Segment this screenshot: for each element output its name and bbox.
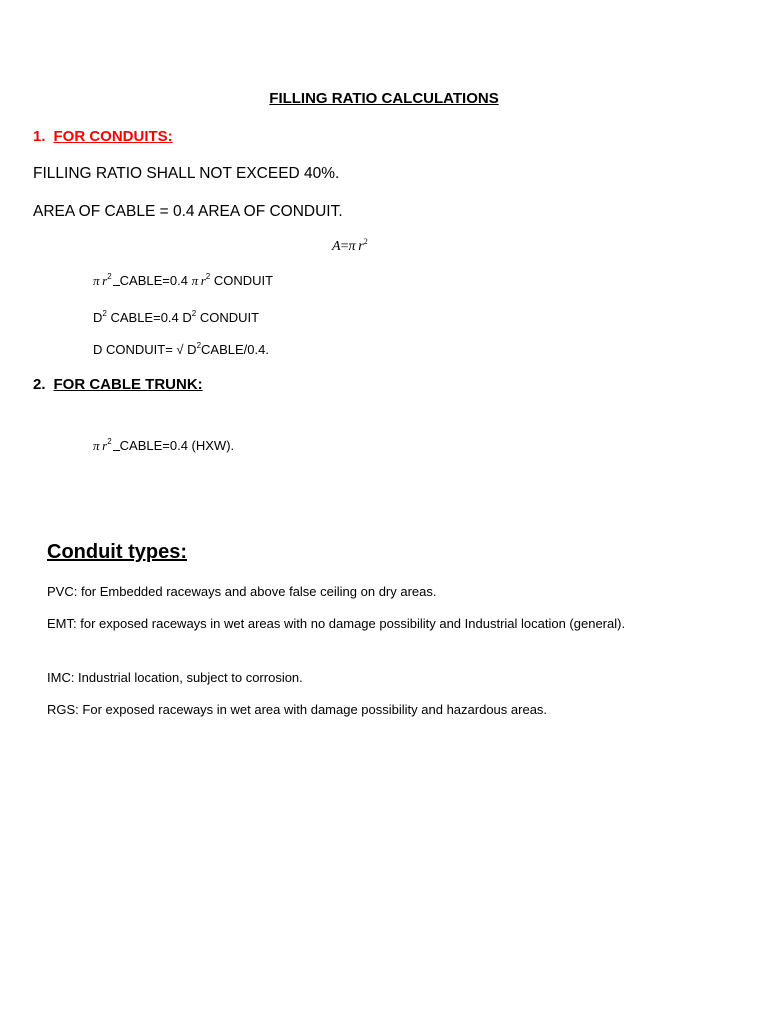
section-2-title: FOR CABLE TRUNK: [53, 376, 203, 393]
conduit-type-imc: IMC: Industrial location, subject to corrosion. [47, 670, 303, 685]
section-1-number: 1. [33, 128, 46, 145]
section-1-heading [33, 128, 173, 145]
area-formula: A=π $r^2$ [332, 237, 368, 254]
area-of-cable-line: AREA OF CABLE = 0.4 AREA OF CONDUIT. [33, 203, 343, 220]
section-2-number: 2. [33, 376, 46, 393]
equation-cable-trunk: π $r^2$ CABLE=0.4 (HXW). [93, 437, 235, 453]
section-1-title: FOR CONDUITS: [53, 128, 173, 145]
conduit-type-emt: EMT: for exposed raceways in wet areas with no damage possibility and Industrial location (general). [47, 616, 626, 631]
equation-cable-conduit-area: π $r^2$ CABLE=0.4 π $r^2$ CONDUIT [93, 272, 274, 288]
conduit-type-rgs: RGS: For exposed raceways in wet area with damage possibility and hazardous areas. [47, 702, 548, 717]
equation-conduit-diameter: D CONDUIT= √ $D^2CABLE/0.4$. [93, 341, 269, 357]
page-title: FILLING RATIO CALCULATIONS [269, 90, 499, 107]
conduit-types-heading: Conduit types: [47, 541, 187, 563]
section-2-heading [33, 376, 203, 393]
filling-ratio-line: FILLING RATIO SHALL NOT EXCEED 40%. [33, 165, 340, 182]
conduit-type-pvc: PVC: for Embedded raceways and above false ceiling on dry areas. [47, 584, 437, 599]
equation-diameter-squared: $D^2$ CABLE=0.4 $D^2$ CONDUIT [93, 309, 260, 325]
